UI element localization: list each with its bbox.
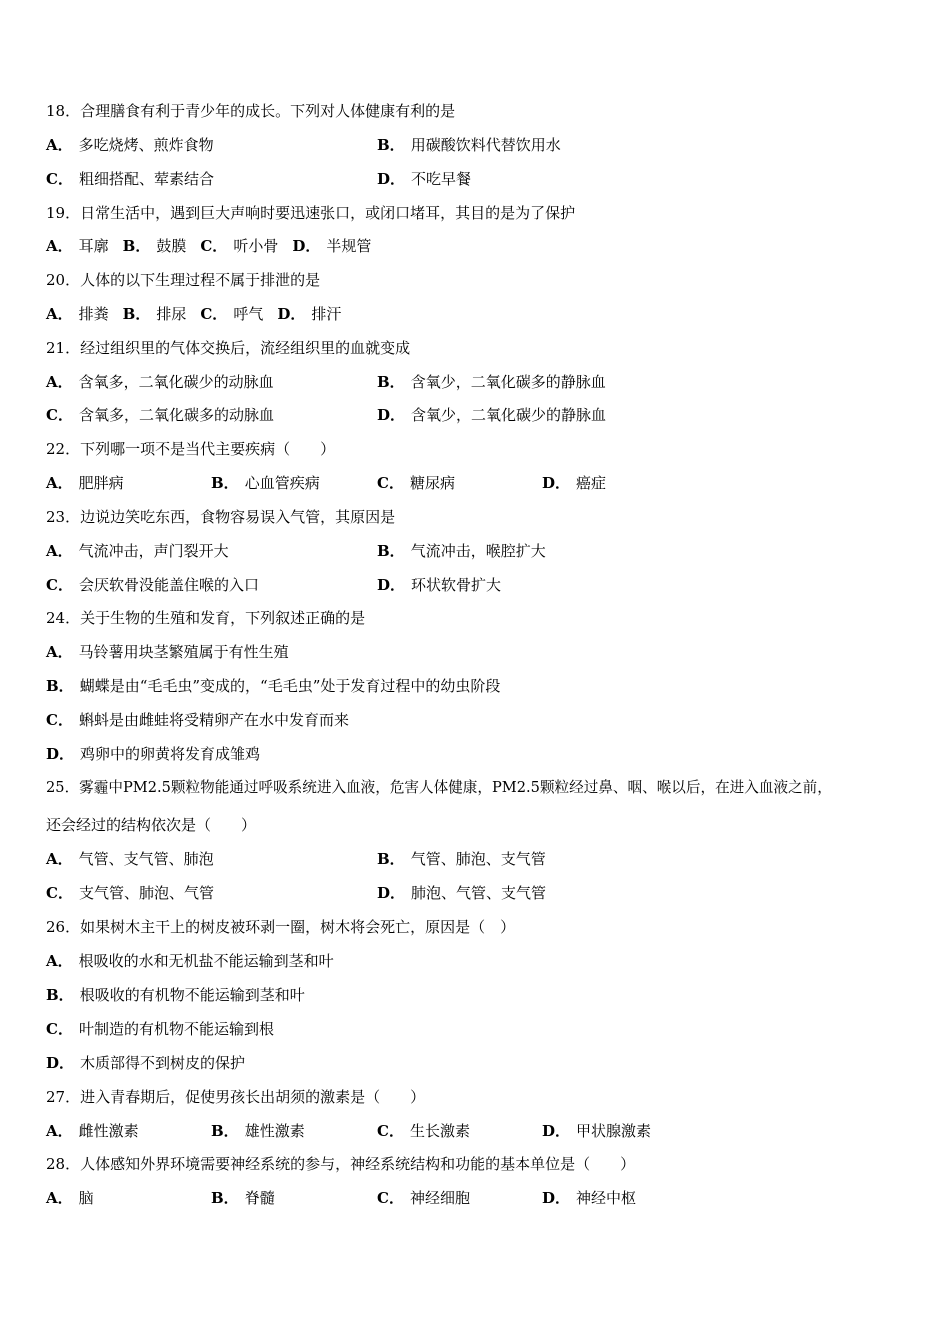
- question-26-stem: 26．如果树木主干上的树皮被环剥一圈，树木将会死亡，原因是（ ）: [46, 918, 516, 936]
- q20-option-a: A． 排粪: [46, 305, 109, 323]
- q19-options-row: [46, 236, 371, 256]
- q28-option-b: B． 脊髓: [211, 1189, 275, 1207]
- q22-option-a: A． 肥胖病: [46, 474, 124, 492]
- question-28-stem: 28．人体感知外界环境需要神经系统的参与，神经系统结构和功能的基本单位是（ ）: [46, 1155, 636, 1173]
- q26-option-a: A． 根吸收的水和无机盐不能运输到茎和叶: [46, 952, 334, 970]
- q20-option-c: C． 呼气: [200, 305, 264, 323]
- q19-option-b: B． 鼓膜: [122, 237, 187, 255]
- q18-option-b: B． 用碳酸饮料代替饮用水: [377, 136, 561, 154]
- q21-option-b: B． 含氧少，二氧化碳多的静脉血: [377, 373, 606, 391]
- q23-option-a: A． 气流冲击，声门裂开大: [46, 542, 229, 560]
- q23-option-b: B． 气流冲击，喉腔扩大: [377, 542, 546, 560]
- q27-option-b: B． 雄性激素: [211, 1122, 305, 1140]
- q21-option-c: C． 含氧多，二氧化碳多的动脉血: [46, 406, 274, 424]
- q21-option-a: A． 含氧多，二氧化碳少的动脉血: [46, 373, 274, 391]
- question-27-stem: 27．进入青春期后，促使男孩长出胡须的激素是（ ）: [46, 1088, 426, 1106]
- q28-option-c: C． 神经细胞: [377, 1189, 470, 1207]
- q22-option-d: D． 癌症: [542, 474, 607, 492]
- q20-options-row: [46, 304, 341, 324]
- question-22-stem: 22．下列哪一项不是当代主要疾病（ ）: [46, 440, 336, 458]
- q22-option-c: C． 糖尿病: [377, 474, 455, 492]
- q24-option-a: A． 马铃薯用块茎繁殖属于有性生殖: [46, 643, 289, 661]
- question-18-stem: 18．合理膳食有利于青少年的成长。下列对人体健康有利的是: [46, 102, 456, 120]
- q19-option-d: D． 半规管: [292, 237, 372, 255]
- question-20-stem: 20．人体的以下生理过程不属于排泄的是: [46, 271, 321, 289]
- q26-option-c: C． 叶制造的有机物不能运输到根: [46, 1020, 274, 1038]
- question-21-stem: 21．经过组织里的气体交换后，流经组织里的血就变成: [46, 339, 411, 357]
- q24-option-d: D． 鸡卵中的卵黄将发育成雏鸡: [46, 745, 261, 763]
- question-24-stem: 24．关于生物的生殖和发育，下列叙述正确的是: [46, 609, 366, 627]
- q23-option-d: D． 环状软骨扩大: [377, 576, 502, 594]
- q24-option-c: C． 蝌蚪是由雌蛙将受精卵产在水中发育而来: [46, 711, 349, 729]
- q25-option-b: B． 气管、肺泡、支气管: [377, 850, 546, 868]
- q22-option-b: B． 心血管疾病: [211, 474, 320, 492]
- q20-option-d: D． 排汗: [277, 305, 342, 323]
- q21-option-d: D． 含氧少，二氧化碳少的静脉血: [377, 406, 607, 424]
- q26-option-d: D． 木质部得不到树皮的保护: [46, 1054, 246, 1072]
- q20-option-b: B． 排尿: [122, 305, 187, 323]
- q18-option-a: A． 多吃烧烤、煎炸食物: [46, 136, 214, 154]
- q19-option-a: A． 耳廓: [46, 237, 109, 255]
- question-25-stem-continued: 还会经过的结构依次是（ ）: [46, 816, 257, 834]
- q26-option-b: B． 根吸收的有机物不能运输到茎和叶: [46, 986, 305, 1004]
- question-23-stem: 23．边说边笑吃东西，食物容易误入气管，其原因是: [46, 508, 396, 526]
- question-19-stem: 19．日常生活中，遇到巨大声响时要迅速张口，或闭口堵耳，其目的是为了保护: [46, 204, 576, 222]
- q27-option-c: C． 生长激素: [377, 1122, 470, 1140]
- q27-option-a: A． 雌性激素: [46, 1122, 139, 1140]
- q23-option-c: C． 会厌软骨没能盖住喉的入口: [46, 576, 259, 594]
- q24-option-b: B． 蝴蝶是由“毛毛虫”变成的，“毛毛虫”处于发育过程中的幼虫阶段: [46, 677, 501, 695]
- q28-option-d: D． 神经中枢: [542, 1189, 637, 1207]
- q25-option-a: A． 气管、支气管、肺泡: [46, 850, 214, 868]
- q28-option-a: A． 脑: [46, 1189, 94, 1207]
- q25-option-c: C． 支气管、肺泡、气管: [46, 884, 214, 902]
- q27-option-d: D． 甲状腺激素: [542, 1122, 652, 1140]
- question-25-stem: 25．雾霾中PM2.5颗粒物能通过呼吸系统进入血液，危害人体健康，PM2.5颗粒经过鼻、咽、喉以后，在进入血液之前，: [46, 779, 832, 796]
- q19-option-c: C． 听小骨: [200, 237, 279, 255]
- q25-option-d: D． 肺泡、气管、支气管: [377, 884, 547, 902]
- q18-option-c: C． 粗细搭配、荤素结合: [46, 170, 214, 188]
- q18-option-d: D． 不吃早餐: [377, 170, 472, 188]
